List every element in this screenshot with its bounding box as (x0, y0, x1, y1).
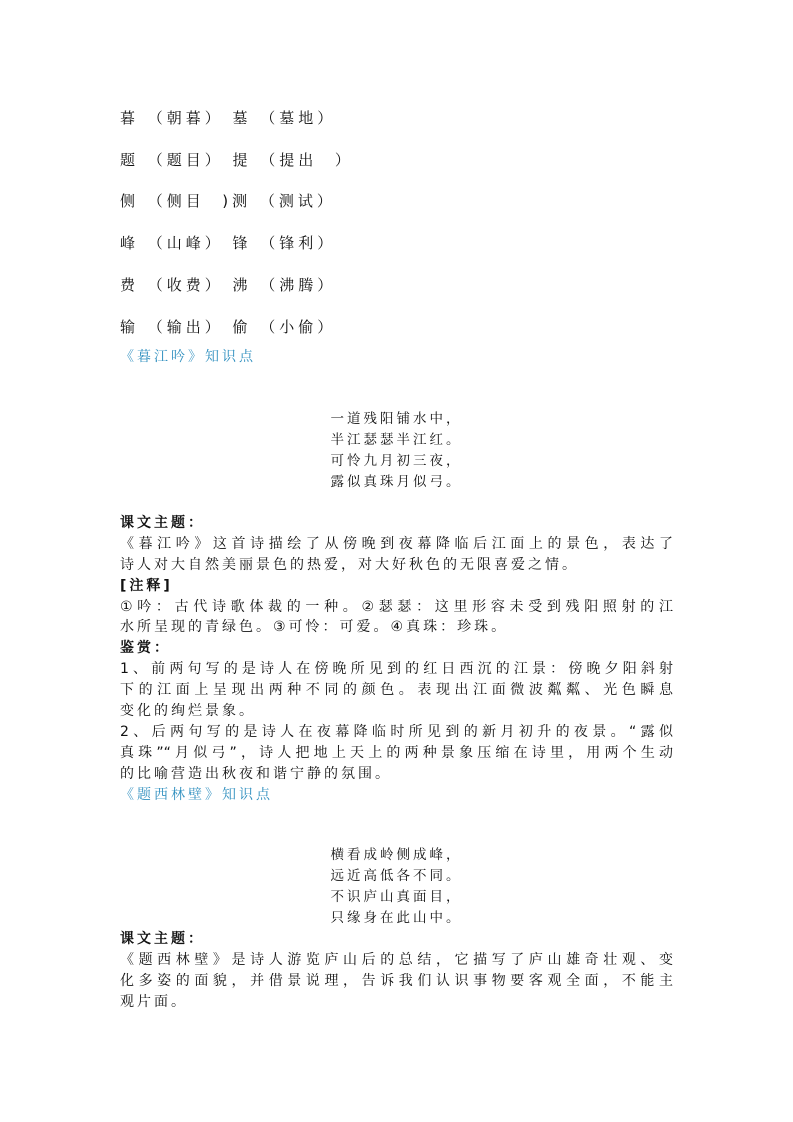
theme-line: 《题西林壁》是诗人游览庐山后的总结，它描写了庐山雄奇壮观、变 (120, 951, 673, 968)
poem-tixilinbi (0, 845, 793, 929)
word-pair: 峰 （山峰） 锋 （锋利） (120, 234, 337, 252)
word-pair: 题 （题目） 提 （提出 ） (120, 151, 354, 169)
theme-line: 诗人对大自然美丽景色的热爱，对大好秋色的无限喜爱之情。 (120, 556, 579, 573)
theme-label: 课文主题： (120, 515, 205, 531)
notes-line: ①吟：古代诗歌体裁的一种。②瑟瑟：这里形容未受到残阳照射的江 (120, 598, 673, 615)
word-pair: 侧 （侧目 )测 （测试） (120, 192, 336, 210)
word-pair: 暮 （朝暮） 墓 （墓地） (120, 109, 337, 127)
appreciation-line: 2、后两句写的是诗人在夜幕降临时所见到的新月初升的夜景。“露似 (120, 723, 673, 740)
theme-line: 观片面。 (120, 993, 188, 1010)
theme-label: 课文主题： (120, 931, 205, 947)
poem-line: 可怜九月初三夜， (330, 453, 463, 469)
poem-line: 一道残阳铺水中， (330, 411, 463, 427)
word-pair: 输 （输出） 偷 （小偷） (120, 318, 337, 336)
poem-mujiangyin (0, 409, 793, 493)
appreciation-line: 下的江面上呈现出两种不同的颜色。表现出江面微波粼粼、光色瞬息 (120, 682, 673, 699)
poem-line: 露似真珠月似弓。 (330, 474, 463, 490)
poem-line: 远近高低各不同。 (330, 868, 463, 884)
word-pair: 费 （收费） 沸 （沸腾） (120, 276, 337, 294)
section-heading-tixilinbi: 《题西林壁》知识点 (120, 787, 273, 803)
poem-line: 只缘身在此山中。 (330, 910, 463, 926)
section-heading-mujiangyin: 《暮江吟》知识点 (120, 349, 256, 365)
notes-label: [注释] (120, 577, 173, 594)
theme-line: 化多姿的面貌，并借景说理，告诉我们认识事物要客观全面，不能主 (120, 972, 673, 989)
appreciation-line: 1、前两句写的是诗人在傍晚所见到的红日西沉的江景：傍晚夕阳斜射 (120, 661, 673, 678)
appreciation-label: 鉴赏： (120, 640, 171, 657)
theme-line: 《暮江吟》这首诗描绘了从傍晚到夜幕降临后江面上的景色，表达了 (120, 535, 673, 552)
section1-body (120, 513, 673, 785)
notes-line: 水所呈现的青绿色。③可怜：可爱。④真珠：珍珠。 (120, 619, 509, 636)
appreciation-line: 的比喻营造出秋夜和谐宁静的氛围。 (120, 765, 392, 782)
poem-line: 不识庐山真面目， (330, 889, 463, 905)
appreciation-line: 变化的绚烂景象。 (120, 703, 256, 720)
appreciation-line: 真珠”“月似弓”，诗人把地上天上的两种景象压缩在诗里，用两个生动 (120, 744, 673, 761)
poem-line: 半江瑟瑟半江红。 (330, 432, 463, 448)
poem-line: 横看成岭侧成峰， (330, 847, 463, 863)
section2-body (120, 929, 673, 1013)
